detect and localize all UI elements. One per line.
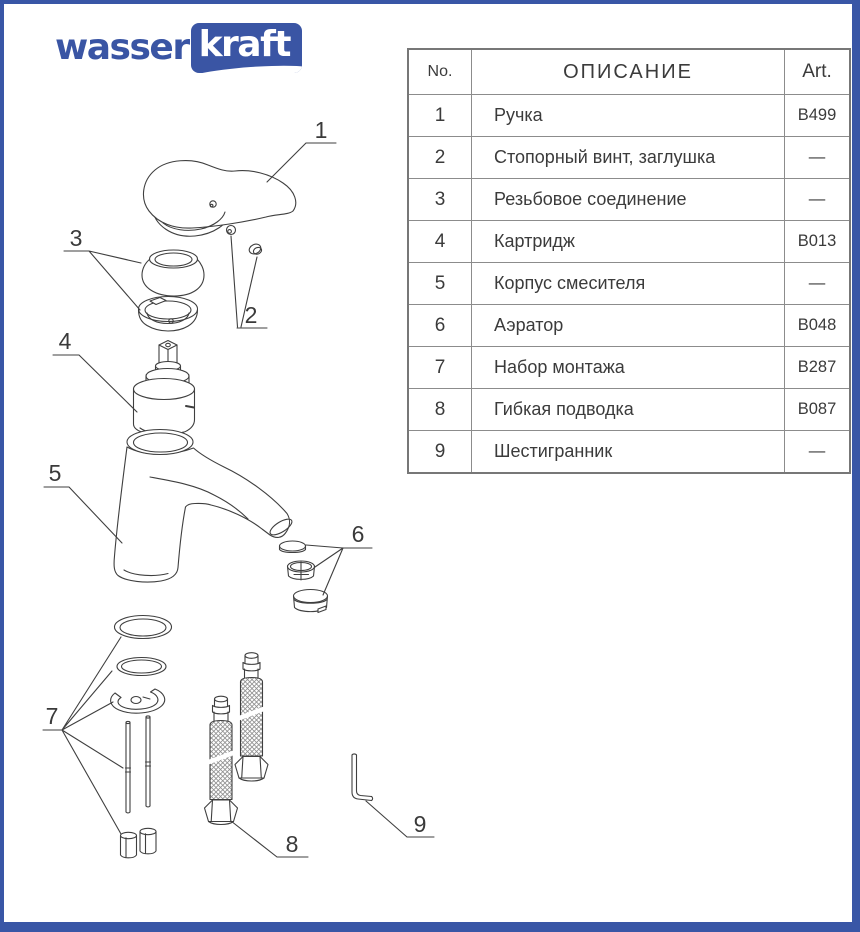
logo-text-kraft: kraft — [191, 23, 302, 73]
cell-art: — — [785, 179, 851, 221]
cell-art: B087 — [785, 389, 851, 431]
callout-number-5: 5 — [48, 460, 62, 486]
handle-part — [143, 161, 295, 237]
callout-number-8: 8 — [285, 831, 299, 857]
cell-description: Резьбовое соединение — [472, 179, 785, 221]
table-row — [408, 389, 850, 431]
threaded-connection-part — [139, 250, 205, 331]
callout-number-9: 9 — [413, 811, 427, 837]
table-row — [408, 305, 850, 347]
cell-art: — — [785, 431, 851, 474]
cell-art: — — [785, 137, 851, 179]
callout-number-3: 3 — [69, 225, 83, 251]
table-row — [408, 347, 850, 389]
cell-no: 4 — [408, 221, 472, 263]
cell-no: 5 — [408, 263, 472, 305]
parts-table — [407, 48, 851, 474]
cell-description: Стопорный винт, заглушка — [472, 137, 785, 179]
cell-description: Аэратор — [472, 305, 785, 347]
cell-description: Шестигранник — [472, 431, 785, 474]
mixer-body-part — [114, 430, 294, 583]
cell-art: B499 — [785, 95, 851, 137]
cell-art: — — [785, 263, 851, 305]
cell-no: 3 — [408, 179, 472, 221]
table-row — [408, 221, 850, 263]
cell-no: 8 — [408, 389, 472, 431]
parts-table-header — [408, 49, 850, 95]
cell-no: 6 — [408, 305, 472, 347]
callout-3 — [64, 225, 141, 310]
flexible-hose-part — [205, 653, 269, 825]
cell-description: Ручка — [472, 95, 785, 137]
logo-text-wasser: wasser — [55, 27, 189, 68]
table-row — [408, 431, 850, 474]
callout-number-6: 6 — [351, 521, 365, 547]
table-row — [408, 263, 850, 305]
callout-4 — [53, 328, 137, 412]
cell-description: Корпус смесителя — [472, 263, 785, 305]
callout-number-2: 2 — [244, 302, 258, 328]
mounting-kit-part — [111, 616, 172, 858]
table-header-row — [408, 49, 850, 95]
callout-number-4: 4 — [58, 328, 72, 354]
cell-art: B287 — [785, 347, 851, 389]
callout-7 — [43, 637, 123, 834]
table-row — [408, 137, 850, 179]
cell-description: Набор монтажа — [472, 347, 785, 389]
callout-number-7: 7 — [45, 703, 59, 729]
header-description: ОПИСАНИЕ — [472, 49, 785, 95]
cell-no: 7 — [408, 347, 472, 389]
cell-art: B013 — [785, 221, 851, 263]
callout-9 — [366, 801, 434, 837]
hex-key-part — [352, 754, 373, 801]
cell-no: 9 — [408, 431, 472, 474]
cell-description: Гибкая подводка — [472, 389, 785, 431]
callout-6 — [306, 521, 372, 595]
cell-no: 1 — [408, 95, 472, 137]
cartridge-part — [134, 341, 195, 439]
callout-1 — [267, 117, 336, 182]
table-row — [408, 179, 850, 221]
header-art: Art. — [785, 49, 851, 95]
table-row — [408, 95, 850, 137]
callout-8 — [231, 821, 308, 857]
callout-number-1: 1 — [314, 117, 328, 143]
cell-description: Картридж — [472, 221, 785, 263]
callout-5 — [44, 460, 122, 543]
cell-no: 2 — [408, 137, 472, 179]
aerator-part — [280, 541, 328, 613]
cell-art: B048 — [785, 305, 851, 347]
header-no: No. — [408, 49, 472, 95]
